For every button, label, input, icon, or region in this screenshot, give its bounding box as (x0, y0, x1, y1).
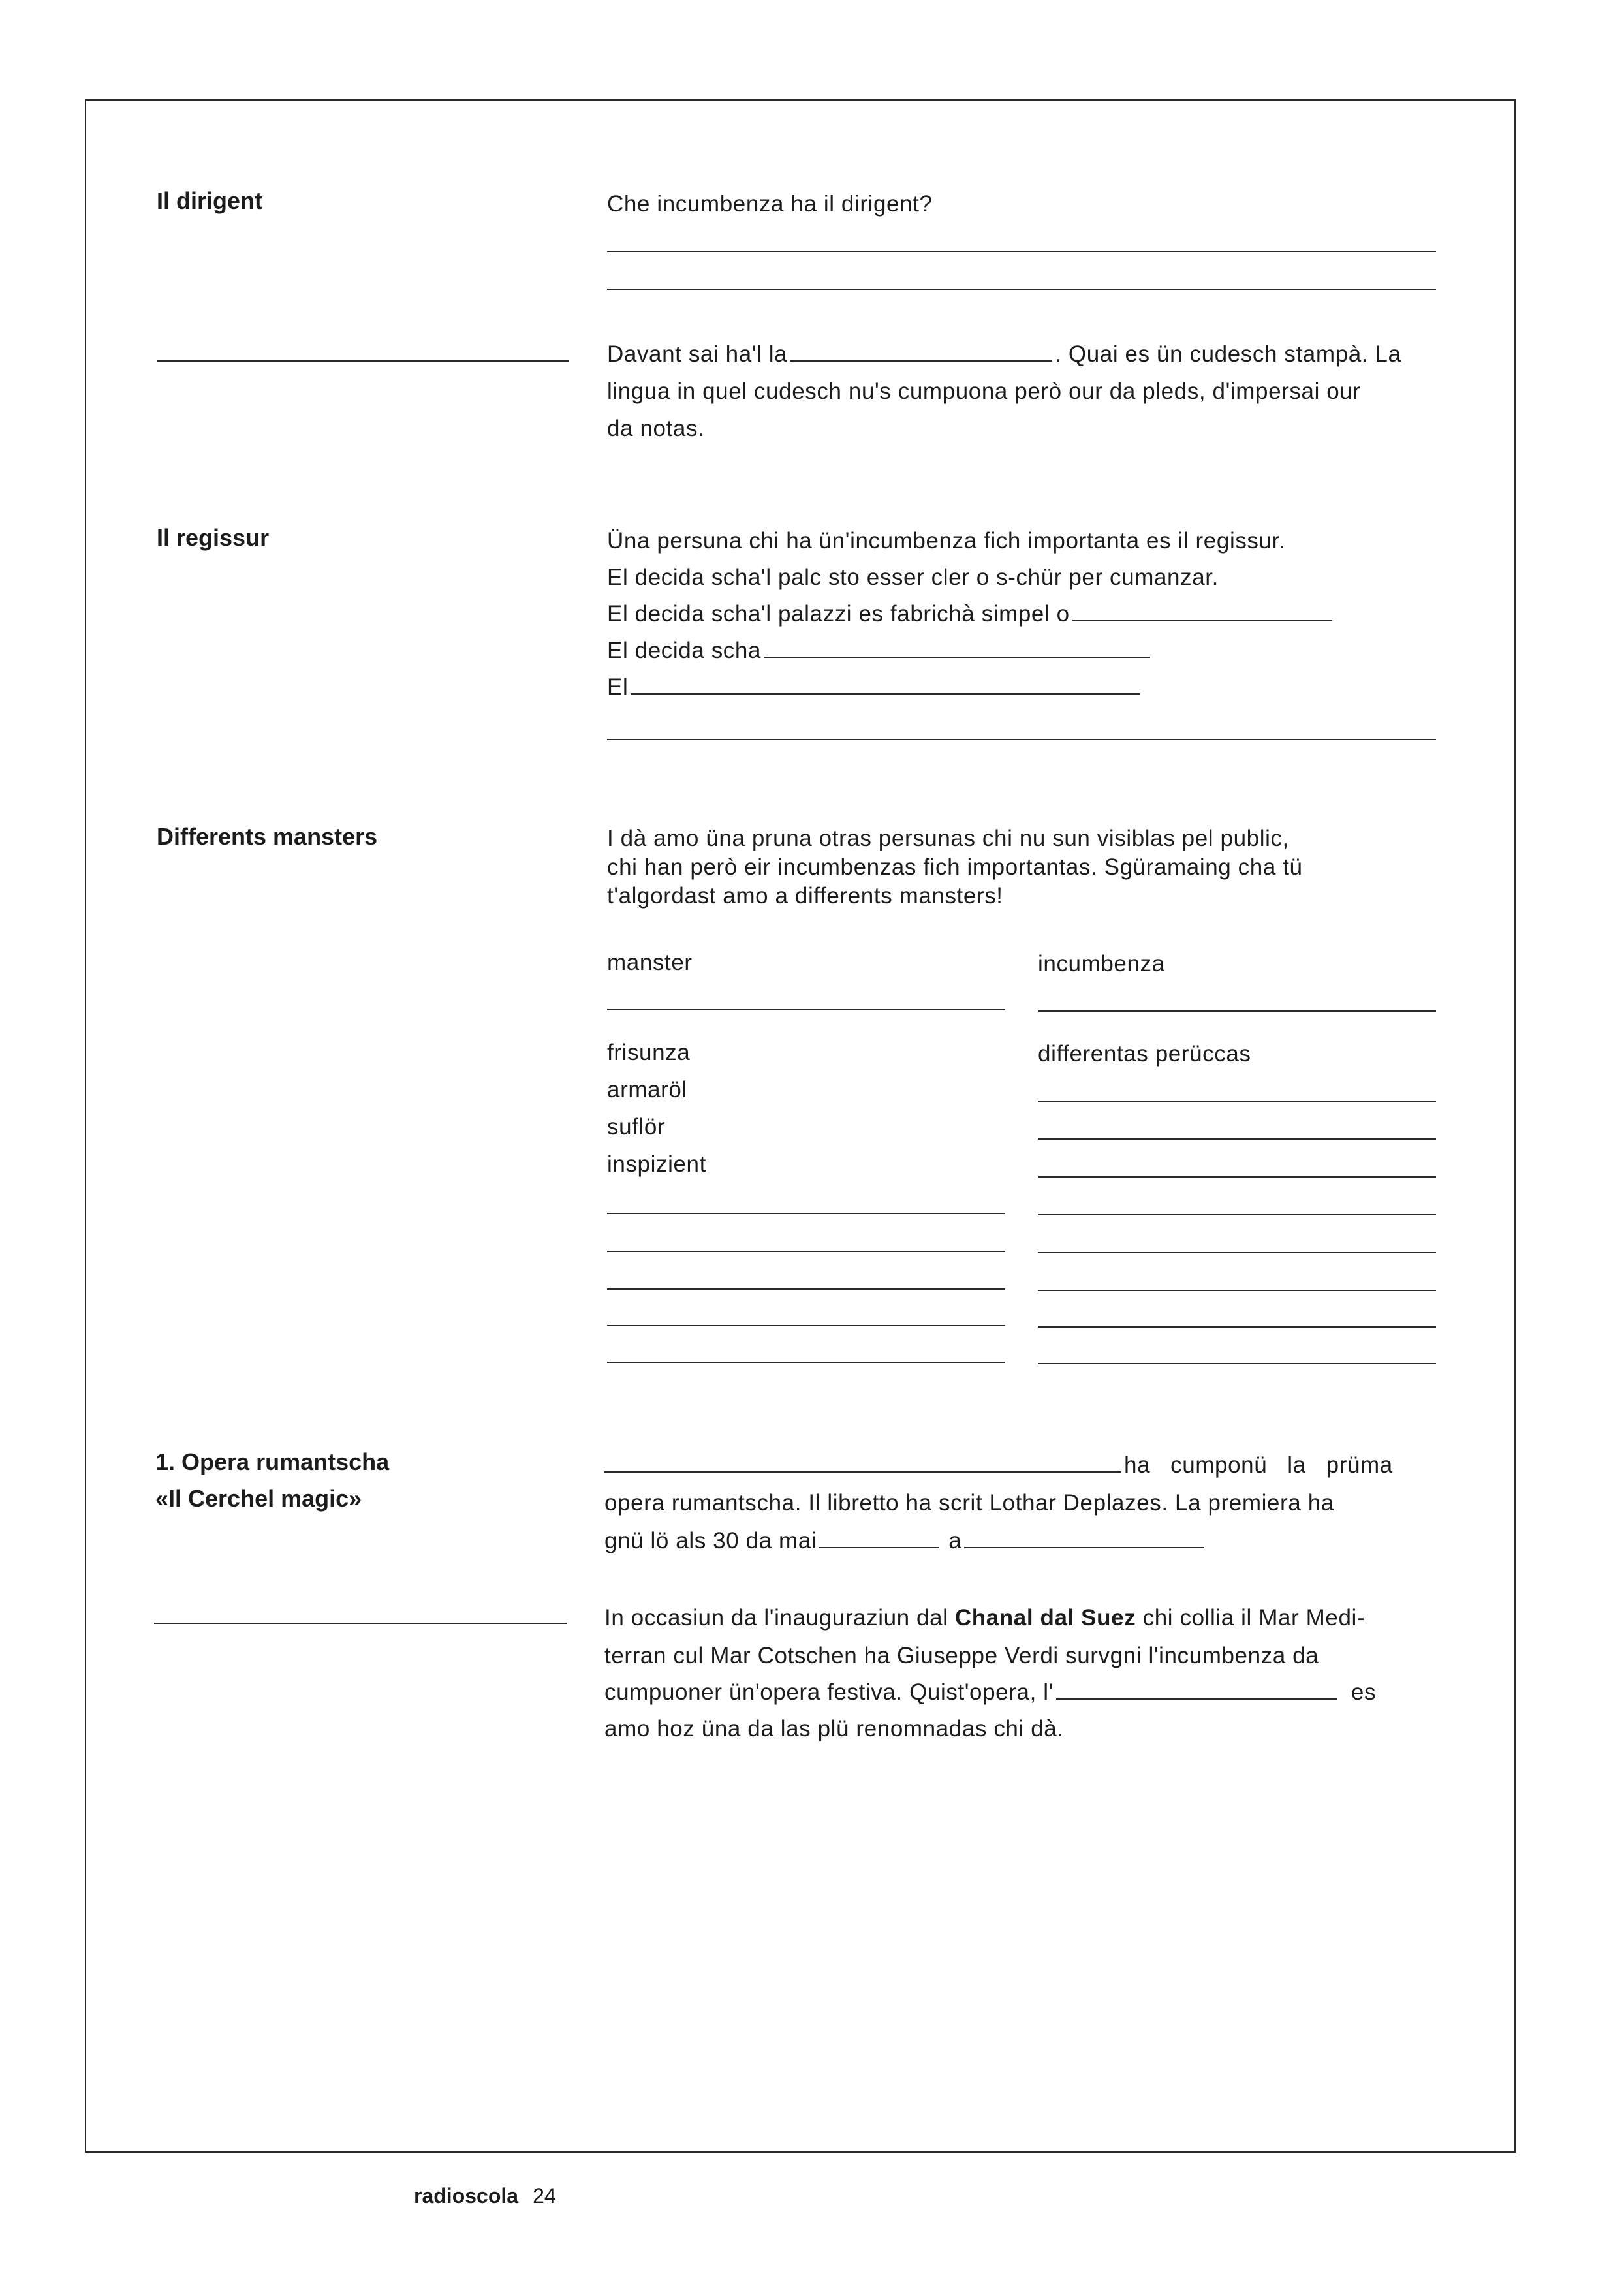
header-underline (607, 1009, 1005, 1010)
fill-blank[interactable] (631, 692, 1140, 695)
column-header-incumbenza: incumbenza (1038, 951, 1165, 976)
manster-answer-line[interactable] (607, 1251, 1005, 1252)
aida-line1-a: In occasiun da l'inauguraziun dal (604, 1605, 955, 1631)
aida-line3-b: es (1351, 1679, 1377, 1705)
opera-line1-text: ha cumponü la prüma (1124, 1452, 1393, 1478)
partitura-text-line3: da notas. (607, 416, 705, 441)
answer-line[interactable] (607, 251, 1436, 252)
aida-line1-b: chi collia il Mar Medi- (1136, 1605, 1366, 1631)
regissur-line5 (607, 668, 1142, 706)
answer-line[interactable] (607, 289, 1436, 290)
aida-line2: terran cul Mar Cotschen ha Giuseppe Verdi survgni l'incumbenza da (604, 1643, 1319, 1668)
partitura-after: . Quai es ün cudesch stampà. La (1055, 341, 1401, 367)
manster-answer-line[interactable] (607, 1213, 1005, 1214)
aida-line3-a: cumpuoner ün'opera festiva. Quist'opera, l' (604, 1679, 1054, 1705)
manster-row-4: inspizient (607, 1151, 706, 1177)
manster-row-2: armaröl (607, 1077, 687, 1102)
opera-line1 (604, 1446, 1393, 1484)
section-label-dirigent: Il dirigent (157, 187, 262, 214)
page-number: 24 (533, 2184, 556, 2208)
incumbenza-answer-line[interactable] (1038, 1214, 1436, 1215)
label-answer-line[interactable] (154, 1623, 567, 1624)
manster-row-3: suflör (607, 1114, 666, 1140)
aida-line1 (604, 1599, 1365, 1636)
incumbenza-answer-line[interactable] (1038, 1176, 1436, 1178)
aida-line3 (604, 1674, 1376, 1711)
fill-blank[interactable] (764, 655, 1150, 658)
label-answer-line[interactable] (157, 360, 569, 362)
regissur-line3-text: El decida scha'l palazzi es fabrichà simpel o (607, 601, 1070, 627)
footer-brand: radioscola (414, 2184, 519, 2208)
mansters-intro-line1: I dà amo üna pruna otras persunas chi nu sun visiblas pel public, (607, 826, 1289, 851)
question-dirigent: Che incumbenza ha il dirigent? (607, 191, 933, 217)
regissur-line2: El decida scha'l palc sto esser cler o s-chür per cumanzar. (607, 565, 1219, 590)
partitura-before: Davant sai ha'l la (607, 341, 788, 367)
incumbenza-row-1: differentas perüccas (1038, 1041, 1251, 1067)
chanal-dal-suez: Chanal dal Suez (954, 1605, 1136, 1631)
section-label-mansters: Differents mansters (157, 823, 378, 850)
manster-row-1: frisunza (607, 1040, 691, 1065)
incumbenza-answer-line[interactable] (1038, 1101, 1436, 1102)
section-label-opera-line1: 1. Opera rumantscha (155, 1448, 390, 1475)
partitura-text-line2: lingua in quel cudesch nu's cumpuona però our da pleds, d'impersai our (607, 379, 1361, 404)
partitura-text-line1 (607, 336, 1401, 373)
page-footer (414, 2184, 556, 2208)
regissur-line3 (607, 595, 1335, 632)
section-label-regissur: Il regissur (157, 524, 270, 551)
opera-line2: opera rumantscha. Il libretto ha scrit Lothar Deplazes. La premiera ha (604, 1490, 1334, 1516)
incumbenza-answer-line[interactable] (1038, 1326, 1436, 1328)
manster-answer-line[interactable] (607, 1288, 1005, 1290)
manster-answer-line[interactable] (607, 1325, 1005, 1326)
aida-line4: amo hoz üna da las plü renomnadas chi dà. (604, 1716, 1064, 1741)
fill-blank[interactable] (1056, 1697, 1337, 1700)
mansters-intro-line2: chi han però eir incumbenzas fich importantas. Sgüramaing cha tü (607, 854, 1303, 880)
column-header-manster: manster (607, 950, 693, 975)
regissur-line1: Üna persuna chi ha ün'incumbenza fich importanta es il regissur. (607, 528, 1286, 554)
fill-blank[interactable] (964, 1546, 1204, 1548)
fill-blank[interactable] (790, 359, 1052, 362)
fill-blank[interactable] (819, 1546, 939, 1548)
incumbenza-answer-line[interactable] (1038, 1138, 1436, 1140)
header-underline (1038, 1010, 1436, 1012)
manster-answer-line[interactable] (607, 1362, 1005, 1363)
incumbenza-answer-line[interactable] (1038, 1252, 1436, 1253)
regissur-line4 (607, 632, 1153, 669)
regissur-line5-text: El (607, 674, 629, 700)
regissur-line4-text: El decida scha (607, 638, 762, 663)
answer-line[interactable] (607, 739, 1436, 740)
opera-line3-text-a: gnü lö als 30 da mai (604, 1528, 817, 1553)
section-label-opera-line2: «Il Cerchel magic» (155, 1485, 362, 1512)
fill-blank[interactable] (604, 1470, 1121, 1473)
fill-blank[interactable] (1072, 619, 1332, 621)
incumbenza-answer-line[interactable] (1038, 1363, 1436, 1364)
mansters-intro-line3: t'algordast amo a differents mansters! (607, 883, 1003, 909)
opera-line3-text-b: a (948, 1528, 962, 1553)
incumbenza-answer-line[interactable] (1038, 1290, 1436, 1291)
opera-line3 (604, 1522, 1207, 1559)
